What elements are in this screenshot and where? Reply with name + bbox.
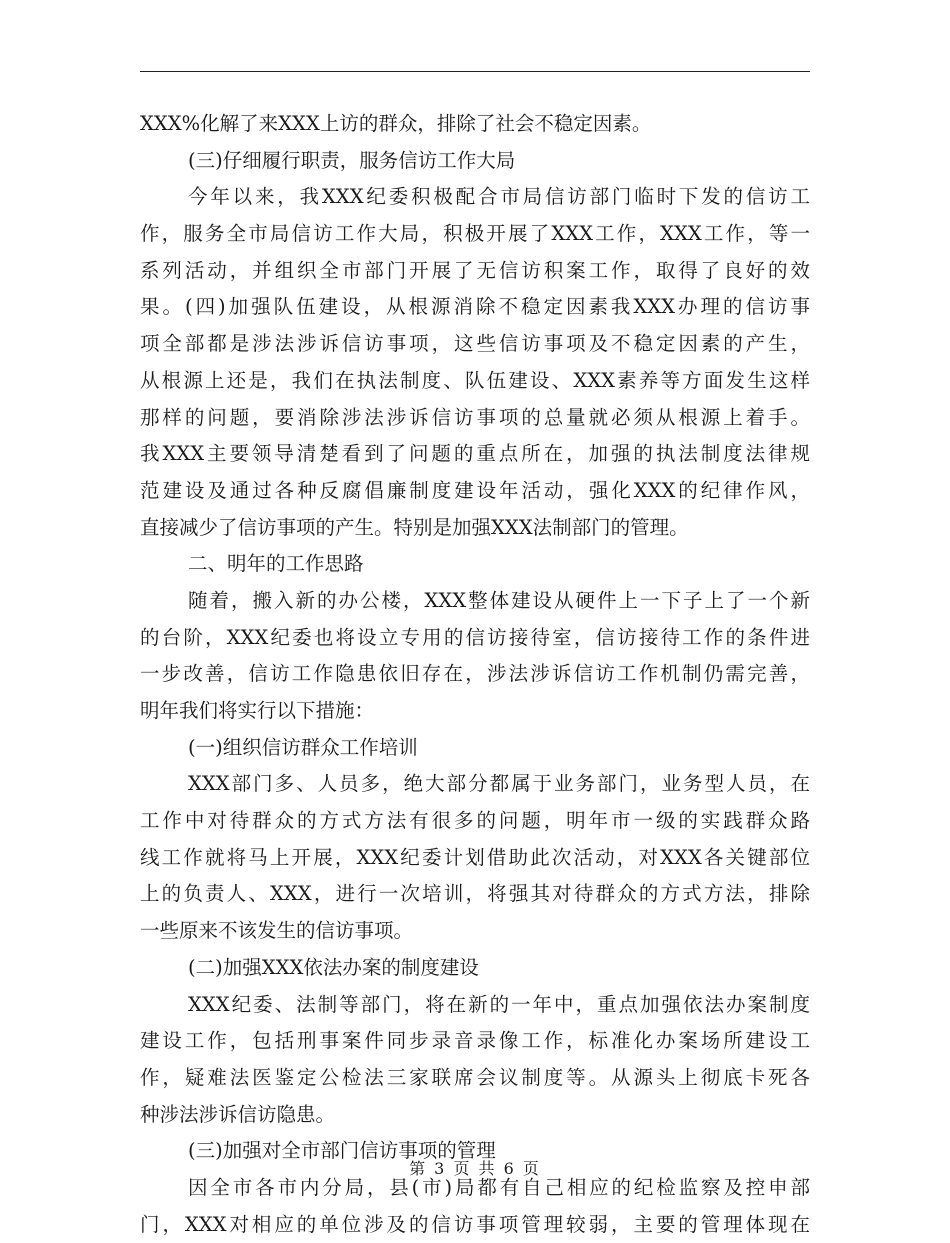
text-line: 今年以来，我XXX纪委积极配合市局信访部门临时下发的信访工 <box>188 185 810 209</box>
text-line: 作，服务全市局信访工作大局，积极开展了XXX工作，XXX工作，等一 <box>140 222 810 246</box>
text-line: 一步改善，信访工作隐患依旧存在，涉法涉诉信访工作机制仍需完善， <box>140 662 810 686</box>
text-line: 因全市各市内分局，县(市)局都有自己相应的纪检监察及控申部 <box>188 1175 810 1199</box>
text-line: 我XXX主要领导清楚看到了问题的重点所在，加强的执法制度法律规 <box>140 442 810 466</box>
text-line: (三)仔细履行职责，服务信访工作大局 <box>188 148 516 172</box>
page-footer: 第 3 页 共 6 页 <box>409 1159 541 1178</box>
text-line: 直接减少了信访事项的产生。特别是加强XXX法制部门的管理。 <box>140 515 689 539</box>
text-line: 建设工作，包括刑事案件同步录音录像工作，标准化办案场所建设工 <box>140 1029 810 1053</box>
text-line: 门，XXX对相应的单位涉及的信访事项管理较弱，主要的管理体现在 <box>140 1212 810 1236</box>
text-line: 工作中对待群众的方式方法有很多的问题，明年市一级的实践群众路 <box>140 809 810 833</box>
text-line: 明年我们将实行以下措施： <box>140 699 375 722</box>
text-line: 种涉法涉诉信访隐患。 <box>140 1102 336 1126</box>
text-line: 系列活动，并组织全市部门开展了无信访积案工作，取得了良好的效 <box>140 258 810 282</box>
text-line: (三)加强对全市部门信访事项的管理 <box>188 1139 496 1163</box>
text-line: 二、明年的工作思路 <box>188 552 364 576</box>
text-line: 的台阶，XXX纪委也将设立专用的信访接待室，信访接待工作的条件进 <box>140 625 810 649</box>
text-line: (二)加强XXX依法办案的制度建设 <box>188 955 479 979</box>
document-body <box>140 106 810 1243</box>
text-line: 范建设及通过各种反腐倡廉制度建设年活动，强化XXX的纪律作风， <box>140 478 810 502</box>
text-line: 那样的问题，要消除涉法涉诉信访事项的总量就必须从根源上着手。 <box>140 405 810 429</box>
text-line: 作，疑难法医鉴定公检法三家联席会议制度等。从源头上彻底卡死各 <box>140 1065 810 1089</box>
text-line: XXX纪委、法制等部门，将在新的一年中，重点加强依法办案制度 <box>188 992 810 1016</box>
header-rule <box>140 71 810 72</box>
text-line: 从根源上还是，我们在执法制度、队伍建设、XXX素养等方面发生这样 <box>140 368 810 392</box>
text-line: 随着，搬入新的办公楼，XXX整体建设从硬件上一下子上了一个新 <box>188 588 810 612</box>
text-line: 一些原来不该发生的信访事项。 <box>140 919 414 943</box>
text-line: 线工作就将马上开展，XXX纪委计划借助此次活动，对XXX各关键部位 <box>140 845 810 869</box>
text-line: 项全部都是涉法涉诉信访事项，这些信访事项及不稳定因素的产生， <box>140 332 810 356</box>
text-line: XXX%化解了来XXX上访的群众，排除了社会不稳定因素。 <box>140 112 652 135</box>
text-line: (一)组织信访群众工作培训 <box>188 735 418 759</box>
text-line: XXX部门多、人员多，绝大部分都属于业务部门，业务型人员，在 <box>188 772 810 796</box>
text-line: 果。(四)加强队伍建设，从根源消除不稳定因素我XXX办理的信访事 <box>140 295 810 319</box>
text-line: 上的负责人、XXX，进行一次培训，将强其对待群众的方式方法，排除 <box>140 882 810 906</box>
